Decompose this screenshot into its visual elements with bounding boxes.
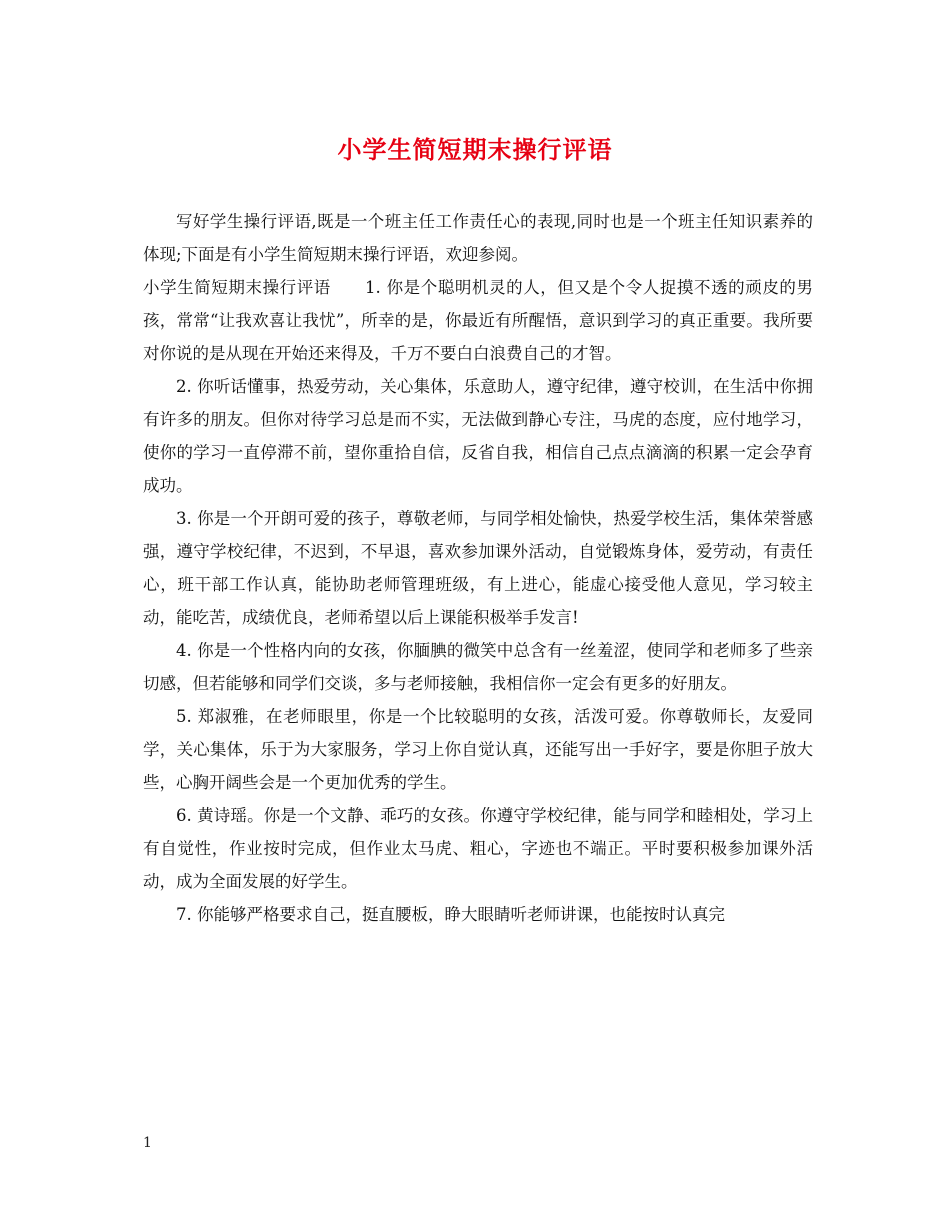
paragraph-comment-3: 3. 你是一个开朗可爱的孩子，尊敬老师，与同学相处愉快，热爱学校生活，集体荣誉感强，遵守学校纪律，不迟到，不早退，喜欢参加课外活动，自觉锻炼身体，爱劳动，有责任心，班干部工作认真，能协助老师管理班级，有上进心，能虚心接受他人意见，学习较主动，能吃苦，成绩优良，老师希望以后上课能积极举手发言! bbox=[143, 509, 813, 627]
paragraph-comment-2: 2. 你听话懂事，热爱劳动，关心集体，乐意助人，遵守纪律，遵守校训，在生活中你拥有许多的朋友。但你对待学习总是而不实，无法做到静心专注，马虎的态度，应付地学习，使你的学习一直停滞不前，望你重拾自信，反省自我，相信自己点点滴滴的积累一定会孕育成功。 bbox=[143, 377, 813, 495]
page-number: 1 bbox=[143, 1135, 152, 1151]
document-body bbox=[143, 205, 813, 931]
paragraph-comment-1: 小学生简短期末操行评语 1. 你是个聪明机灵的人，但又是个令人捉摸不透的顽皮的男孩，常常“让我欢喜让我忧”，所幸的是，你最近有所醒悟，意识到学习的真正重要。我所要对你说的是从现在开始还来得及，千万不要白白浪费自己的才智。 bbox=[143, 278, 813, 363]
paragraph-comment-7: 7. 你能够严格要求自己，挺直腰板，睁大眼睛听老师讲课，也能按时认真完 bbox=[176, 905, 725, 924]
document-title: 小学生简短期末操行评语 bbox=[337, 135, 613, 164]
paragraph-comment-4: 4. 你是一个性格内向的女孩，你腼腆的微笑中总含有一丝羞涩，使同学和老师多了些亲切感，但若能够和同学们交谈，多与老师接触，我相信你一定会有更多的好朋友。 bbox=[143, 641, 813, 693]
paragraph-comment-5: 5. 郑淑雅，在老师眼里，你是一个比较聪明的女孩，活泼可爱。你尊敬师长，友爱同学，关心集体，乐于为大家服务，学习上你自觉认真，还能写出一手好字，要是你胆子放大些，心胸开阔些会是一个更加优秀的学生。 bbox=[143, 707, 813, 792]
paragraph-comment-6: 6. 黄诗瑶。你是一个文静、乖巧的女孩。你遵守学校纪律，能与同学和睦相处，学习上有自觉性，作业按时完成，但作业太马虎、粗心，字迹也不端正。平时要积极参加课外活动，成为全面发展的好学生。 bbox=[143, 806, 813, 891]
paragraph-intro: 写好学生操行评语,既是一个班主任工作责任心的表现,同时也是一个班主任知识素养的体现;下面是有小学生简短期末操行评语，欢迎参阅。 bbox=[143, 212, 813, 264]
